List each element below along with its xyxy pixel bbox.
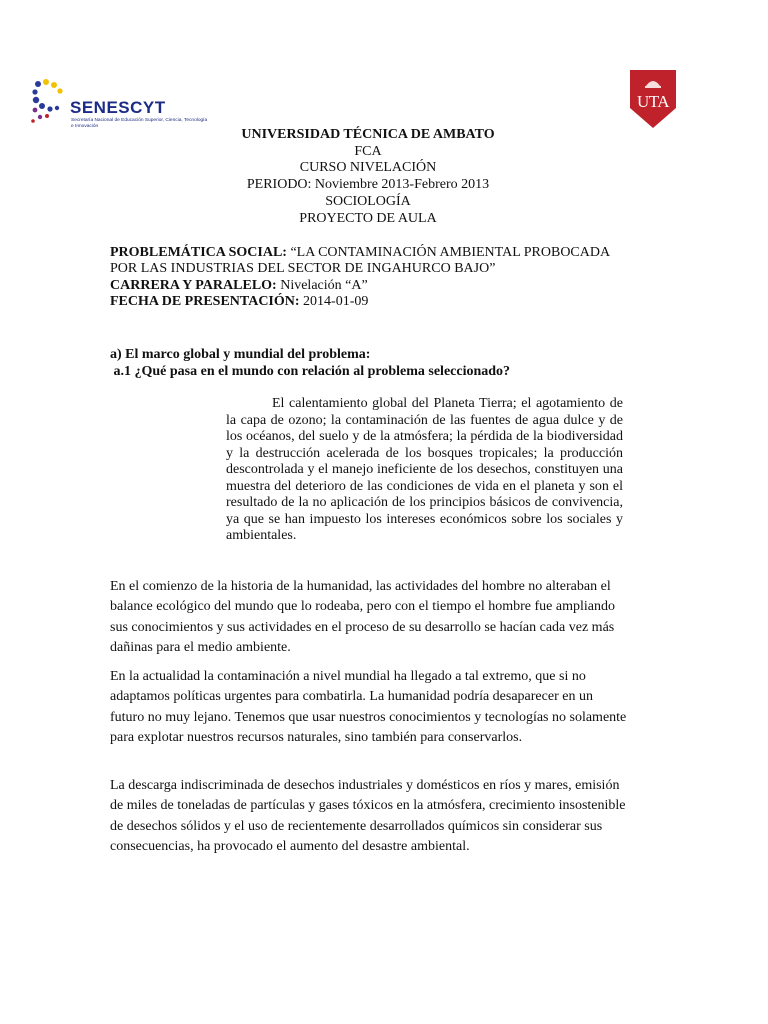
problematica-label: PROBLEMÁTICA SOCIAL: (110, 245, 287, 260)
problematica-value: “LA CONTAMINACIÓN AMBIENTAL PROBOCADA POR LAS INDUSTRIAS DEL SECTOR DE INGAHURCO BAJO” (110, 245, 610, 277)
fecha-value: 2014-01-09 (299, 293, 369, 309)
faculty: FCA (354, 143, 382, 159)
carrera-line (110, 278, 620, 294)
project-type: PROYECTO DE AULA (299, 210, 437, 226)
carrera-value: Nivelación “A” (276, 277, 368, 293)
block-quote (226, 396, 623, 545)
project-metadata (110, 245, 620, 310)
fecha-line (110, 294, 620, 310)
body-paragraph-2: En la actualidad la contaminación a nivel mundial ha llegado a tal extremo, que si no adaptamos políticas urgentes para combatirla. La humanidad podría desaparecer en un futuro no muy lejano. Tenemos que usar nuestros conocimientos y tecnologías no solamente para explotar nuestros recursos naturales, sino también para conservarlos. (110, 669, 627, 746)
section-heading-a1: a.1 ¿Qué pasa en el mundo con relación al problema seleccionado? (110, 364, 511, 379)
section-heading-a: a) El marco global y mundial del problema: (110, 347, 371, 362)
problematica-line (110, 245, 620, 278)
block-quote-text: El calentamiento global del Planeta Tierra; el agotamiento de la capa de ozono; la contaminación de las fuentes de agua dulce y de los océanos, del suelo y de la atmósfera; la pérdida de la biodiversidad y la destrucción acelerada de los bosques tropicales; la producción descontrolada y el manejo ineficiente de los desechos, constituyen una muestra del deterioro de las condiciones de vida en el planeta y son el resultado de la no aplicación de los principios básicos de convivencia, ya que se han impuesto los intereses económicos sobre los sociales y ambientales. (226, 396, 623, 543)
fecha-label: FECHA DE PRESENTACIÓN: (110, 293, 300, 309)
senescyt-subtitle: Secretaría Nacional de Educación Superior, Ciencia, Tecnología e Innovación (71, 118, 208, 129)
carrera-label: CARRERA Y PARALELO: (110, 277, 277, 293)
body-paragraph-3: La descarga indiscriminada de desechos industriales y domésticos en ríos y mares, emisión de miles de toneladas de partículas y gases tóxicos en la atmósfera, crecimiento insostenible de desechos sólidos y el uso de recientemente desarrollados químicos sin considerar sus consecuencias, ha provocado el aumento del desastre ambiental. (110, 778, 626, 855)
uta-shield-logo (628, 68, 678, 130)
subject: SOCIOLOGÍA (325, 193, 411, 209)
university-name: UNIVERSIDAD TÉCNICA DE AMBATO (241, 127, 495, 142)
body-paragraph-1: En el comienzo de la historia de la humanidad, las actividades del hombre no alteraban el balance ecológico del mundo que lo rodeaba, pero con el tiempo el hombre fue ampliando sus conocimientos y sus actividades en el proceso de su desarrollo se hacían cada vez más dañinas para el medio ambiente. (110, 579, 615, 656)
senescyt-name: SENESCYT (70, 98, 166, 117)
uta-text: UTA (636, 92, 670, 111)
course: CURSO NIVELACIÓN (299, 160, 437, 176)
senescyt-dots-icon (30, 76, 70, 132)
document-header (0, 127, 736, 227)
period: PERIODO: Noviembre 2013-Febrero 2013 (246, 177, 490, 193)
